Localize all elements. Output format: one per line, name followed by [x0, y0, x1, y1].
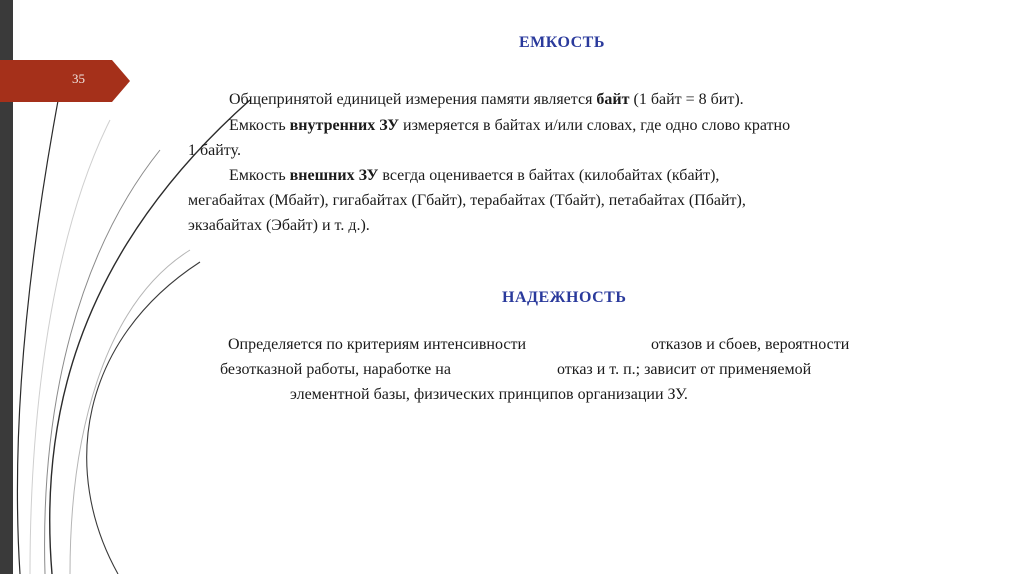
capacity-para3-line2: мегабайтах (Мбайт), гигабайтах (Гбайт), терабайтах (Тбайт), петабайтах (Пбайт),: [188, 192, 746, 209]
capacity-para3-line3: экзабайтах (Эбайт) и т. д.).: [188, 217, 370, 234]
capacity-para3: Емкость внешних ЗУ всегда оценивается в байтах (килобайтах (кбайт),: [229, 167, 720, 184]
reliability-line3: элементной базы, физических принципов организации ЗУ.: [290, 386, 688, 403]
reliability-line2b: отказ и т. п.; зависит от применяемой: [557, 361, 812, 378]
capacity-para1: Общепринятой единицей измерения памяти является байт (1 байт = 8 бит).: [229, 91, 744, 108]
slide-number: 35: [72, 71, 85, 86]
capacity-heading: ЕМКОСТЬ: [519, 34, 605, 51]
reliability-line1a: Определяется по критериям интенсивности: [228, 336, 526, 353]
reliability-line1b: отказов и сбоев, вероятности: [651, 336, 850, 353]
reliability-line2a: безотказной работы, наработке на: [220, 361, 451, 378]
capacity-para2: Емкость внутренних ЗУ измеряется в байтах и/или словах, где одно слово кратно: [229, 117, 791, 134]
reliability-heading: НАДЕЖНОСТЬ: [502, 289, 627, 306]
capacity-para2-line2: 1 байту.: [188, 142, 241, 159]
